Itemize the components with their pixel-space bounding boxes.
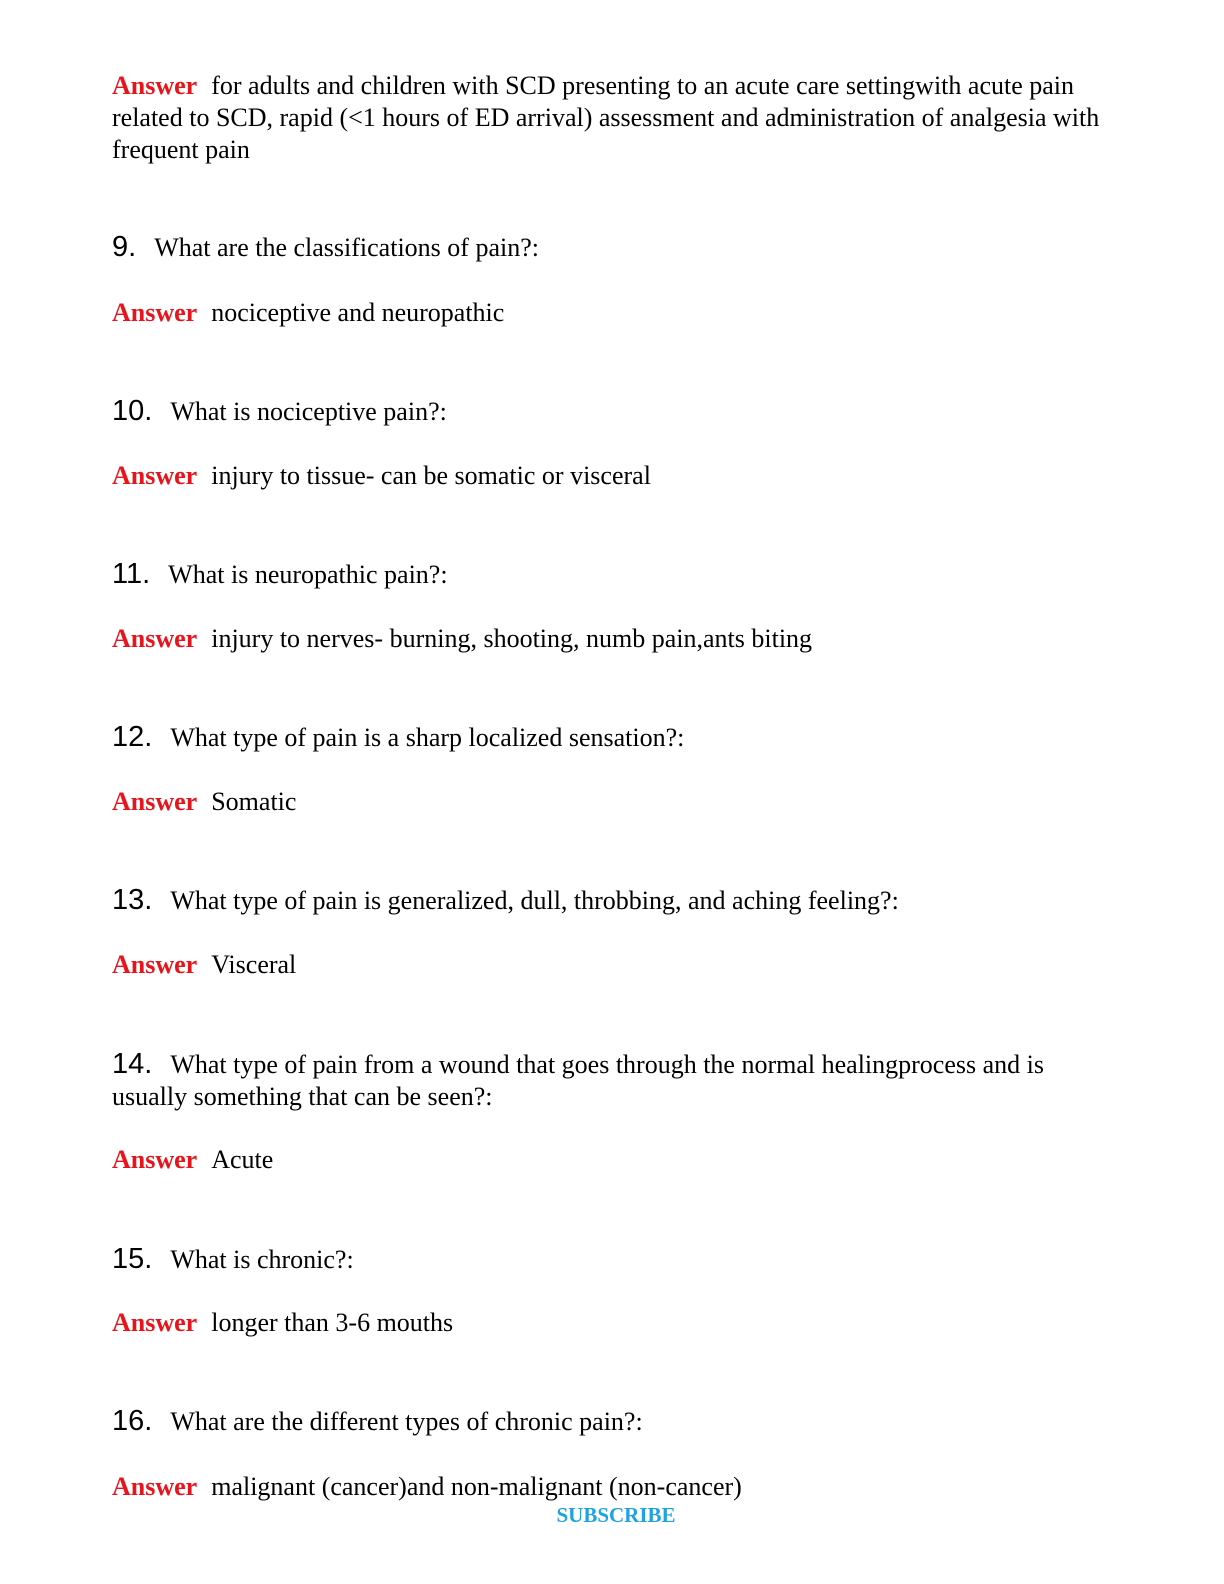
question-number: 16. [112,1405,153,1437]
question-text: What is chronic?: [170,1245,354,1274]
question-12 [112,721,1112,754]
answer-label: Answer [112,1472,198,1501]
answer-11 [112,623,1112,655]
answer-label: Answer [112,461,198,490]
intro-answer [112,70,1112,166]
answer-label: Answer [112,787,198,816]
answer-label: Answer [112,624,198,653]
question-16 [112,1405,1112,1438]
answer-text: longer than 3-6 mouths [211,1308,454,1337]
question-10 [112,395,1112,428]
question-number: 12. [112,721,153,753]
answer-14 [112,1144,1112,1176]
question-11 [112,558,1112,591]
answer-12 [112,786,1112,818]
answer-text: Somatic [211,787,297,816]
question-text: What type of pain from a wound that goes through the normal healingprocess and is usually something that can be seen?: [112,1050,1044,1111]
question-15 [112,1243,1112,1276]
answer-label: Answer [112,298,198,327]
question-number: 9. [112,231,137,263]
answer-15 [112,1307,1112,1339]
question-9 [112,231,1112,264]
question-14 [112,1048,1112,1113]
answer-text: injury to nerves- burning, shooting, numb pain,ants biting [211,624,813,653]
answer-text: Visceral [211,950,297,979]
question-number: 15. [112,1243,153,1275]
answer-label: Answer [112,950,198,979]
answer-text: for adults and children with SCD presenting to an acute care settingwith acute pain related to SCD, rapid (<1 hours of ED arrival) assessment and administration of analgesia with frequent pain [112,71,1100,164]
answer-text: Acute [211,1145,274,1174]
question-text: What are the different types of chronic pain?: [170,1407,643,1436]
answer-label: Answer [112,1145,198,1174]
answer-text: nociceptive and neuropathic [211,298,505,327]
question-text: What is nociceptive pain?: [170,397,447,426]
answer-label: Answer [112,71,198,100]
answer-label: Answer [112,1308,198,1337]
answer-text: malignant (cancer)and non-malignant (non-cancer) [211,1472,742,1501]
question-text: What are the classifications of pain?: [154,233,539,262]
question-number: 11. [112,558,151,590]
question-number: 13. [112,884,153,916]
answer-16 [112,1471,1112,1503]
question-text: What type of pain is generalized, dull, throbbing, and aching feeling?: [170,886,899,915]
question-number: 14. [112,1048,153,1080]
question-text: What type of pain is a sharp localized sensation?: [170,723,685,752]
subscribe-link[interactable]: SUBSCRIBE [556,1503,676,1527]
answer-13 [112,949,1112,981]
question-13 [112,884,1112,917]
question-number: 10. [112,395,153,427]
answer-9 [112,297,1112,329]
question-text: What is neuropathic pain?: [168,560,448,589]
answer-10 [112,460,1112,492]
answer-text: injury to tissue- can be somatic or visceral [211,461,651,490]
